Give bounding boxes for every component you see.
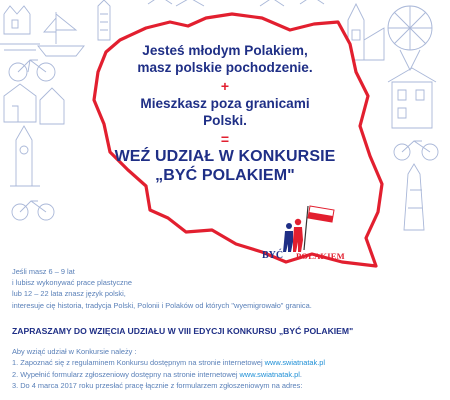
plus-sign: +: [220, 78, 230, 94]
logo-text-polakiem: POLAKIEM: [296, 251, 345, 261]
call-to-action-line-2: „BYĆ POLAKIEM": [155, 167, 295, 184]
equals-sign: =: [220, 131, 230, 147]
headline-line-1: Jesteś młodym Polakiem,: [142, 43, 308, 58]
info-line: i lubisz wykonywać prace plastyczne: [12, 278, 132, 288]
participation-steps: [12, 346, 442, 391]
steps-intro: Aby wziąć udział w Konkursie należy :: [12, 347, 137, 356]
info-line: interesuje cię historia, tradycja Polski, Polonii i Polaków od których "wyemigrowało" granica.: [12, 300, 312, 310]
info-line: lub 12 – 22 lata znasz język polski,: [12, 289, 126, 299]
headline-line-2: masz polskie pochodzenie.: [137, 60, 313, 75]
step-1-text: 1. Zapoznać się z regulaminem Konkursu dostępnym na stronie internetowej: [12, 358, 265, 368]
logo-text-byc: BYĆ: [262, 250, 284, 261]
step-2: [12, 369, 442, 380]
headline-line-3: Mieszkasz poza granicami: [140, 96, 310, 111]
eligibility-text: [12, 266, 442, 311]
step-2-text: 2. Wypełnić formularz zgłoszeniowy dostępny na stronie internetowej: [12, 369, 240, 379]
step-3-text: 3. Do 4 marca 2017 roku przesłać pracę łącznie z formularzem zgłoszeniowym na adres:: [12, 380, 303, 390]
website-link[interactable]: www.swiatnatak.pl: [239, 369, 300, 379]
step-1: [12, 357, 442, 368]
website-link[interactable]: www.swiatnatak.pl: [264, 358, 326, 368]
headline-line-4: Polski.: [203, 113, 247, 128]
invitation-heading: ZAPRASZAMY DO WZIĘCIA UDZIAŁU W VIII EDYCJI KONKURSU „BYĆ POLAKIEM": [12, 326, 354, 336]
flag-bearer-figures-icon: [283, 206, 334, 252]
step-2-end: .: [299, 369, 302, 379]
call-to-action-line-1: WEŹ UDZIAŁ W KONKURSIE: [114, 148, 336, 165]
info-line: Jeśli masz 6 – 9 lat: [12, 267, 75, 276]
